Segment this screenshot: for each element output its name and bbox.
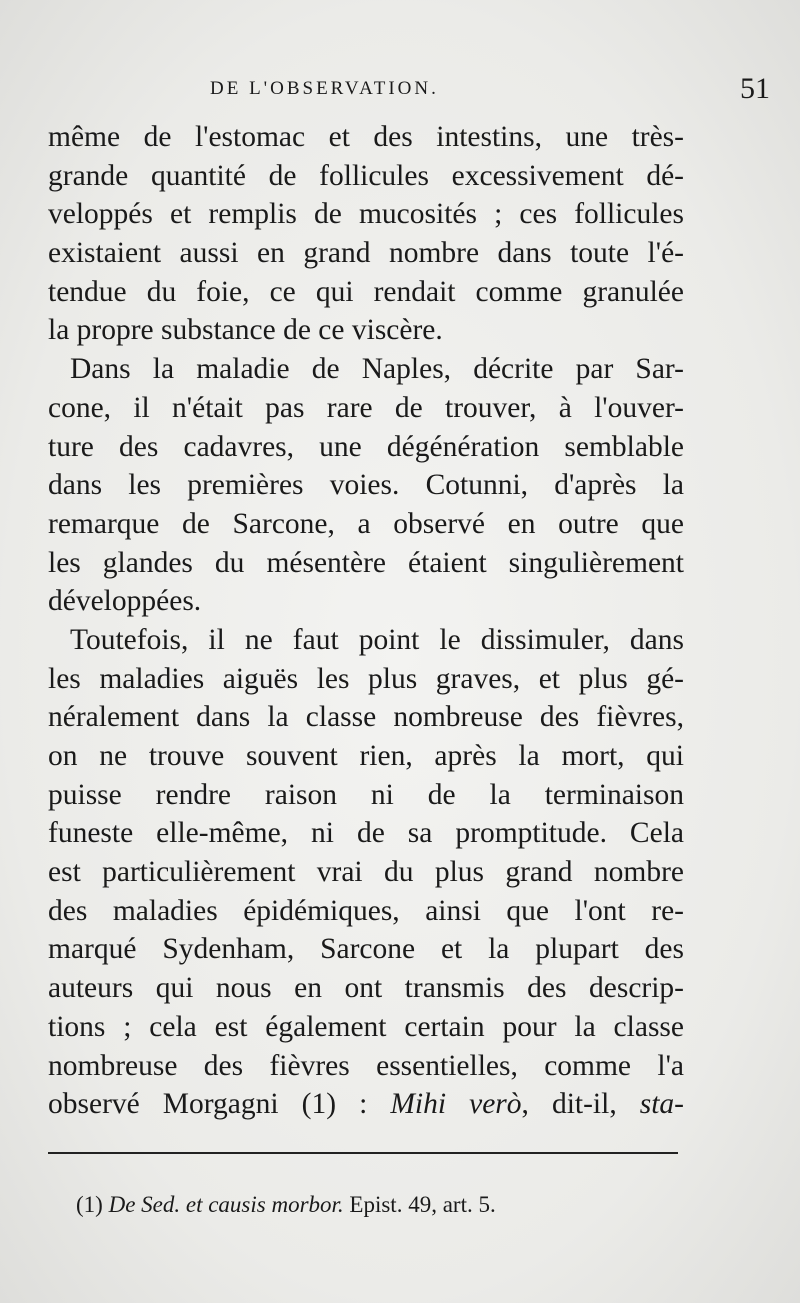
text-line: marqué Sydenham, Sarcone et la plupart des: [48, 933, 684, 966]
text-line: ture des cadavres, une dégénération semblable: [48, 430, 684, 463]
running-head: [40, 72, 770, 112]
text-line: auteurs qui nous en ont transmis des descrip-: [48, 972, 684, 1005]
last-line-text-2: , dit-il,: [521, 1088, 640, 1121]
text-line: développées.: [48, 585, 202, 618]
page-number: 51: [740, 72, 770, 105]
text-line: grande quantité de follicules excessivement dé-: [48, 159, 684, 192]
body-text: [48, 118, 684, 1124]
last-line-text: observé Morgagni (1) :: [48, 1088, 391, 1121]
footnote-citation-rest: Epist. 49, art. 5.: [343, 1192, 496, 1217]
text-line: tendue du foie, ce qui rendait comme granulée: [48, 275, 684, 308]
last-text-line: [48, 1085, 684, 1124]
paragraph-start-line: Dans la maladie de Naples, décrite par Sar-: [70, 353, 684, 386]
running-title: DE L'OBSERVATION.: [210, 78, 439, 99]
text-line: dans les premières voies. Cotunni, d'après la: [48, 469, 684, 502]
paragraph-start-line: Toutefois, il ne faut point le dissimuler, dans: [70, 623, 684, 656]
footnote-citation-title: De Sed. et causis morbor.: [108, 1192, 344, 1217]
text-line: les maladies aiguës les plus graves, et plus gé-: [48, 662, 684, 695]
text-line: nombreuse des fièvres essentielles, comme l'a: [48, 1049, 684, 1082]
latin-quote: Mihi verò: [390, 1088, 522, 1121]
text-line: les glandes du mésentère étaient singulièrement: [48, 546, 684, 579]
footnote-rule: [48, 1152, 678, 1154]
text-line: tions ; cela est également certain pour la classe: [48, 1010, 684, 1043]
text-line: cone, il n'était pas rare de trouver, à l'ouver-: [48, 391, 684, 424]
text-line: est particulièrement vrai du plus grand nombre: [48, 856, 684, 889]
text-line: veloppés et remplis de mucosités ; ces follicules: [48, 198, 684, 231]
text-line: la propre substance de ce viscère.: [48, 314, 443, 347]
text-line: existaient aussi en grand nombre dans toute l'é-: [48, 237, 684, 270]
text-line: même de l'estomac et des intestins, une très-: [48, 121, 684, 153]
latin-quote-continued: sta-: [639, 1088, 684, 1121]
text-line: funeste elle-même, ni de sa promptitude. Cela: [48, 817, 684, 850]
text-line: on ne trouve souvent rien, après la mort, qui: [48, 740, 684, 772]
footnote-marker: (1): [76, 1192, 109, 1217]
text-line: des maladies épidémiques, ainsi que l'ont re-: [48, 894, 684, 927]
footnote: [76, 1190, 676, 1220]
text-line: puisse rendre raison ni de la terminaison: [48, 778, 684, 811]
text-line: remarque de Sarcone, a observé en outre que: [48, 507, 684, 540]
text-line: néralement dans la classe nombreuse des fièvres,: [48, 701, 684, 734]
